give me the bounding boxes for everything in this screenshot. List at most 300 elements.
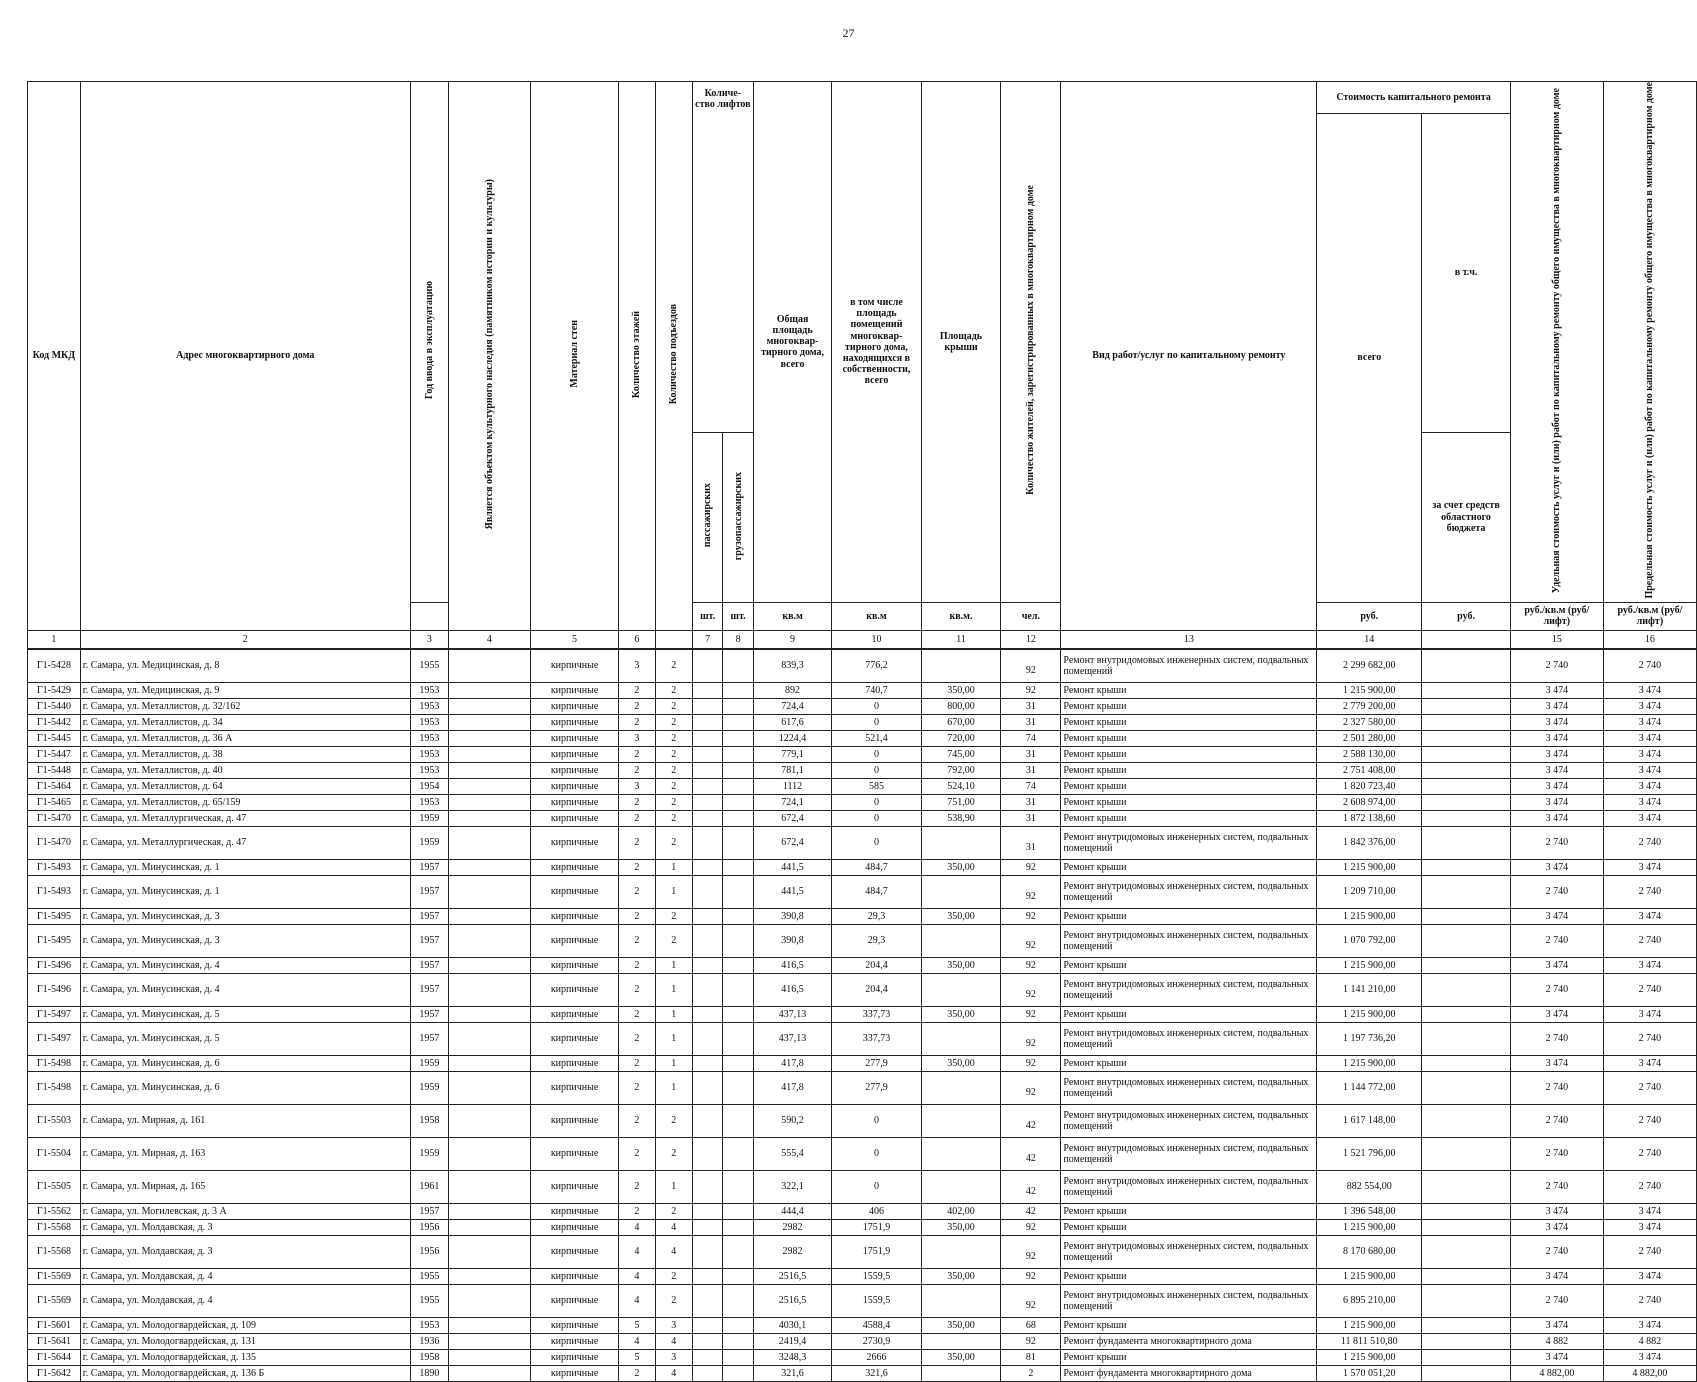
cell-unit-cost: 2 740 (1510, 1170, 1603, 1203)
header-floors: Количество этажей (631, 310, 643, 398)
cell-floors: 2 (619, 698, 655, 714)
cell-heritage (448, 875, 530, 908)
cell-floors: 2 (619, 794, 655, 810)
cell-work-type: Ремонт крыши (1061, 714, 1317, 730)
cell-roof-area: 402,00 (921, 1203, 1001, 1219)
cell-material: кирпичные (530, 649, 618, 682)
cell-work-type: Ремонт внутридомовых инженерных систем, подвальных помещений (1061, 649, 1317, 682)
cell-code: Г1-5448 (28, 762, 81, 778)
cell-cost-budget (1422, 1365, 1511, 1381)
cell-work-type: Ремонт внутридомовых инженерных систем, подвальных помещений (1061, 924, 1317, 957)
cell-roof-area: 670,00 (921, 714, 1001, 730)
cell-year: 1957 (410, 1203, 448, 1219)
cell-unit-cost: 3 474 (1510, 1317, 1603, 1333)
cell-residents: 74 (1001, 778, 1061, 794)
cell-lift-pass (692, 714, 722, 730)
cell-lift-cargo (723, 1104, 753, 1137)
cell-material: кирпичные (530, 1071, 618, 1104)
cell-entrances: 2 (655, 794, 692, 810)
cell-material: кирпичные (530, 1203, 618, 1219)
cell-entrances: 2 (655, 1137, 692, 1170)
cell-limit-cost: 2 740 (1603, 1071, 1696, 1104)
cell-entrances: 4 (655, 1235, 692, 1268)
cell-roof-area (921, 1284, 1001, 1317)
table-row (28, 698, 1697, 714)
cell-incl-area: 1559,5 (832, 1284, 921, 1317)
cell-incl-area: 29,3 (832, 924, 921, 957)
cell-roof-area: 350,00 (921, 682, 1001, 698)
cell-code: Г1-5504 (28, 1137, 81, 1170)
cell-total-area: 321,6 (753, 1365, 832, 1381)
cell-cost-budget (1422, 682, 1511, 698)
cell-lift-cargo (723, 1317, 753, 1333)
cell-unit-cost: 3 474 (1510, 1203, 1603, 1219)
cell-work-type: Ремонт фундамента многоквартирного дома (1061, 1365, 1317, 1381)
cell-lift-cargo (723, 730, 753, 746)
cell-work-type: Ремонт крыши (1061, 1268, 1317, 1284)
cell-limit-cost: 2 740 (1603, 924, 1696, 957)
cell-roof-area: 350,00 (921, 1268, 1001, 1284)
cell-roof-area: 538,90 (921, 810, 1001, 826)
cell-unit-cost: 3 474 (1510, 859, 1603, 875)
cell-heritage (448, 698, 530, 714)
cell-total-area: 417,8 (753, 1071, 832, 1104)
table-row (28, 778, 1697, 794)
cell-work-type: Ремонт крыши (1061, 859, 1317, 875)
header-heritage: Является объектом культурного наследия (памятником истории и культуры) (483, 179, 495, 530)
cell-limit-cost: 3 474 (1603, 1006, 1696, 1022)
cell-address: г. Самара, ул. Металлистов, д. 64 (80, 778, 410, 794)
cell-cost-budget (1422, 826, 1511, 859)
cell-year: 1955 (410, 1284, 448, 1317)
cell-cost-budget (1422, 859, 1511, 875)
cell-total-area: 2516,5 (753, 1284, 832, 1317)
cell-floors: 2 (619, 908, 655, 924)
cell-heritage (448, 794, 530, 810)
table-row (28, 682, 1697, 698)
cell-material: кирпичные (530, 924, 618, 957)
cell-work-type: Ремонт внутридомовых инженерных систем, подвальных помещений (1061, 1284, 1317, 1317)
cell-work-type: Ремонт крыши (1061, 762, 1317, 778)
cell-address: г. Самара, ул. Молдавская, д. 3 (80, 1219, 410, 1235)
cell-residents: 92 (1001, 682, 1061, 698)
cell-floors: 2 (619, 1104, 655, 1137)
cell-cost-budget (1422, 810, 1511, 826)
cell-code: Г1-5470 (28, 810, 81, 826)
cell-total-area: 590,2 (753, 1104, 832, 1137)
cell-floors: 4 (619, 1284, 655, 1317)
cell-material: кирпичные (530, 908, 618, 924)
cell-material: кирпичные (530, 1333, 618, 1349)
cell-cost-total: 1 215 900,00 (1317, 859, 1422, 875)
cell-address: г. Самара, ул. Минусинская, д. 4 (80, 957, 410, 973)
cell-limit-cost: 3 474 (1603, 730, 1696, 746)
cell-lift-cargo (723, 924, 753, 957)
cell-material: кирпичные (530, 794, 618, 810)
cell-roof-area: 350,00 (921, 1006, 1001, 1022)
cell-total-area: 2982 (753, 1235, 832, 1268)
cell-cost-budget (1422, 730, 1511, 746)
cell-roof-area (921, 1235, 1001, 1268)
cell-unit-cost: 2 740 (1510, 1022, 1603, 1055)
cell-address: г. Самара, ул. Минусинская, д. 5 (80, 1022, 410, 1055)
cell-floors: 4 (619, 1268, 655, 1284)
cell-code: Г1-5641 (28, 1333, 81, 1349)
cell-roof-area (921, 1137, 1001, 1170)
cell-residents: 92 (1001, 1071, 1061, 1104)
cell-unit-cost: 2 740 (1510, 973, 1603, 1006)
cell-address: г. Самара, ул. Металлистов, д. 34 (80, 714, 410, 730)
table-row (28, 1170, 1697, 1203)
cell-heritage (448, 1006, 530, 1022)
cell-address: г. Самара, ул. Молодогвардейская, д. 135 (80, 1349, 410, 1365)
cell-floors: 2 (619, 746, 655, 762)
cell-code: Г1-5429 (28, 682, 81, 698)
cell-roof-area: 350,00 (921, 1055, 1001, 1071)
cell-limit-cost: 2 740 (1603, 1170, 1696, 1203)
cell-total-area: 2419,4 (753, 1333, 832, 1349)
cell-year: 1957 (410, 973, 448, 1006)
cell-cost-budget (1422, 1170, 1511, 1203)
cell-residents: 31 (1001, 794, 1061, 810)
unit-pcs: шт. (723, 602, 753, 630)
cell-lift-pass (692, 1333, 722, 1349)
cell-cost-budget (1422, 649, 1511, 682)
header-lifts: Количе- ство лифтов (692, 82, 753, 433)
table-row (28, 1333, 1697, 1349)
cell-residents: 31 (1001, 810, 1061, 826)
cell-work-type: Ремонт крыши (1061, 778, 1317, 794)
table-row (28, 1284, 1697, 1317)
table-row (28, 1022, 1697, 1055)
cell-residents: 92 (1001, 649, 1061, 682)
cell-limit-cost: 3 474 (1603, 908, 1696, 924)
cell-entrances: 2 (655, 1268, 692, 1284)
cell-lift-cargo (723, 1022, 753, 1055)
cell-code: Г1-5644 (28, 1349, 81, 1365)
cell-heritage (448, 649, 530, 682)
cell-year: 1956 (410, 1235, 448, 1268)
table-row (28, 1235, 1697, 1268)
cell-entrances: 1 (655, 1022, 692, 1055)
table-row (28, 1268, 1697, 1284)
cell-lift-cargo (723, 826, 753, 859)
cell-residents: 42 (1001, 1170, 1061, 1203)
cell-cost-budget (1422, 1071, 1511, 1104)
cell-lift-pass (692, 762, 722, 778)
header-material: Материал стен (569, 320, 581, 389)
capital-repair-table (27, 81, 1697, 1382)
cell-code: Г1-5568 (28, 1219, 81, 1235)
cell-work-type: Ремонт внутридомовых инженерных систем, подвальных помещений (1061, 1071, 1317, 1104)
cell-incl-area: 321,6 (832, 1365, 921, 1381)
cell-unit-cost: 3 474 (1510, 957, 1603, 973)
cell-material: кирпичные (530, 1365, 618, 1381)
cell-cost-total: 1 872 138,60 (1317, 810, 1422, 826)
cell-cost-total: 882 554,00 (1317, 1170, 1422, 1203)
cell-total-area: 441,5 (753, 859, 832, 875)
cell-incl-area: 484,7 (832, 859, 921, 875)
cell-code: Г1-5495 (28, 924, 81, 957)
cell-lift-pass (692, 1268, 722, 1284)
cell-total-area: 444,4 (753, 1203, 832, 1219)
cell-limit-cost: 2 740 (1603, 1104, 1696, 1137)
cell-lift-cargo (723, 1170, 753, 1203)
page-number: 27 (842, 26, 855, 40)
cell-heritage (448, 826, 530, 859)
cell-code: Г1-5503 (28, 1104, 81, 1137)
cell-cost-budget (1422, 875, 1511, 908)
table-row (28, 810, 1697, 826)
cell-residents: 92 (1001, 1055, 1061, 1071)
table-row (28, 859, 1697, 875)
cell-limit-cost: 3 474 (1603, 1055, 1696, 1071)
cell-unit-cost: 3 474 (1510, 714, 1603, 730)
cell-address: г. Самара, ул. Минусинская, д. 1 (80, 875, 410, 908)
cell-material: кирпичные (530, 714, 618, 730)
cell-heritage (448, 1071, 530, 1104)
cell-address: г. Самара, ул. Мирная, д. 161 (80, 1104, 410, 1137)
cell-roof-area (921, 1365, 1001, 1381)
cell-unit-cost: 3 474 (1510, 810, 1603, 826)
cell-cost-total: 2 779 200,00 (1317, 698, 1422, 714)
cell-limit-cost: 3 474 (1603, 778, 1696, 794)
cell-lift-cargo (723, 1349, 753, 1365)
cell-heritage (448, 908, 530, 924)
cell-work-type: Ремонт крыши (1061, 1203, 1317, 1219)
cell-roof-area: 350,00 (921, 957, 1001, 973)
cell-lift-pass (692, 649, 722, 682)
header-address: Адрес многоквартирного дома (80, 82, 410, 631)
cell-entrances: 2 (655, 826, 692, 859)
cell-cost-total: 1 215 900,00 (1317, 682, 1422, 698)
cell-incl-area: 337,73 (832, 1022, 921, 1055)
cell-residents: 68 (1001, 1317, 1061, 1333)
cell-address: г. Самара, ул. Металлистов, д. 38 (80, 746, 410, 762)
cell-year: 1959 (410, 810, 448, 826)
cell-code: Г1-5493 (28, 859, 81, 875)
cell-code: Г1-5445 (28, 730, 81, 746)
cell-unit-cost: 3 474 (1510, 908, 1603, 924)
col-number: 14 (1317, 630, 1422, 649)
header-cost: Стоимость капитального ремонта (1317, 82, 1511, 114)
cell-limit-cost: 4 882 (1603, 1333, 1696, 1349)
cell-lift-cargo (723, 859, 753, 875)
table-row (28, 714, 1697, 730)
cell-code: Г1-5562 (28, 1203, 81, 1219)
cell-residents: 42 (1001, 1203, 1061, 1219)
cell-cost-budget (1422, 1203, 1511, 1219)
cell-floors: 2 (619, 714, 655, 730)
cell-work-type: Ремонт внутридомовых инженерных систем, подвальных помещений (1061, 1235, 1317, 1268)
cell-heritage (448, 1104, 530, 1137)
cell-unit-cost: 3 474 (1510, 698, 1603, 714)
cell-lift-cargo (723, 746, 753, 762)
cell-cost-total: 1 215 900,00 (1317, 1055, 1422, 1071)
cell-code: Г1-5498 (28, 1055, 81, 1071)
cell-lift-pass (692, 924, 722, 957)
cell-total-area: 1112 (753, 778, 832, 794)
cell-year: 1957 (410, 908, 448, 924)
cell-floors: 2 (619, 973, 655, 1006)
cell-cost-budget (1422, 1349, 1511, 1365)
cell-entrances: 1 (655, 973, 692, 1006)
cell-work-type: Ремонт крыши (1061, 1219, 1317, 1235)
cell-total-area: 417,8 (753, 1055, 832, 1071)
cell-incl-area: 0 (832, 1170, 921, 1203)
cell-heritage (448, 1055, 530, 1071)
cell-cost-total: 2 299 682,00 (1317, 649, 1422, 682)
cell-limit-cost: 2 740 (1603, 1284, 1696, 1317)
cell-year: 1957 (410, 859, 448, 875)
cell-lift-pass (692, 1349, 722, 1365)
cell-cost-total: 2 588 130,00 (1317, 746, 1422, 762)
cell-floors: 2 (619, 762, 655, 778)
cell-roof-area (921, 973, 1001, 1006)
cell-address: г. Самара, ул. Минусинская, д. 4 (80, 973, 410, 1006)
cell-total-area: 3248,3 (753, 1349, 832, 1365)
cell-incl-area: 0 (832, 794, 921, 810)
cell-floors: 2 (619, 957, 655, 973)
cell-limit-cost: 2 740 (1603, 1022, 1696, 1055)
table-row (28, 1071, 1697, 1104)
cell-year: 1956 (410, 1219, 448, 1235)
cell-work-type: Ремонт внутридомовых инженерных систем, подвальных помещений (1061, 1104, 1317, 1137)
cell-floors: 3 (619, 778, 655, 794)
cell-total-area: 416,5 (753, 957, 832, 973)
cell-residents: 31 (1001, 714, 1061, 730)
cell-roof-area: 751,00 (921, 794, 1001, 810)
cell-floors: 2 (619, 1071, 655, 1104)
cell-limit-cost: 3 474 (1603, 762, 1696, 778)
cell-cost-budget (1422, 908, 1511, 924)
cell-incl-area: 277,9 (832, 1055, 921, 1071)
unit-people: чел. (1001, 602, 1061, 630)
cell-material: кирпичные (530, 957, 618, 973)
cell-lift-pass (692, 1071, 722, 1104)
cell-material: кирпичные (530, 778, 618, 794)
cell-heritage (448, 762, 530, 778)
cell-roof-area: 350,00 (921, 1317, 1001, 1333)
table-row (28, 762, 1697, 778)
cell-unit-cost: 2 740 (1510, 1235, 1603, 1268)
cell-total-area: 724,1 (753, 794, 832, 810)
cell-floors: 2 (619, 859, 655, 875)
cell-heritage (448, 714, 530, 730)
col-number: 3 (410, 630, 448, 649)
unit-rub-sqm: руб./кв.м (руб/лифт) (1603, 602, 1696, 630)
cell-total-area: 322,1 (753, 1170, 832, 1203)
unit-area: кв.м. (921, 602, 1001, 630)
cell-floors: 4 (619, 1333, 655, 1349)
cell-roof-area (921, 924, 1001, 957)
cell-total-area: 617,6 (753, 714, 832, 730)
cell-incl-area: 2666 (832, 1349, 921, 1365)
cell-lift-pass (692, 1006, 722, 1022)
cell-total-area: 2516,5 (753, 1268, 832, 1284)
cell-year: 1953 (410, 746, 448, 762)
cell-roof-area (921, 649, 1001, 682)
cell-residents: 92 (1001, 875, 1061, 908)
cell-incl-area: 0 (832, 762, 921, 778)
cell-unit-cost: 2 740 (1510, 1104, 1603, 1137)
cell-residents: 31 (1001, 762, 1061, 778)
cell-work-type: Ремонт внутридомовых инженерных систем, подвальных помещений (1061, 1022, 1317, 1055)
cell-code: Г1-5568 (28, 1235, 81, 1268)
cell-limit-cost: 3 474 (1603, 794, 1696, 810)
cell-address: г. Самара, ул. Минусинская, д. 6 (80, 1055, 410, 1071)
cell-address: г. Самара, ул. Медицинская, д. 9 (80, 682, 410, 698)
cell-lift-cargo (723, 762, 753, 778)
cell-code: Г1-5497 (28, 1022, 81, 1055)
cell-work-type: Ремонт крыши (1061, 730, 1317, 746)
cell-cost-budget (1422, 1219, 1511, 1235)
cell-year: 1890 (410, 1365, 448, 1381)
header-roof: Площадь крыши (921, 82, 1001, 603)
cell-residents: 74 (1001, 730, 1061, 746)
cell-lift-cargo (723, 794, 753, 810)
cell-unit-cost: 3 474 (1510, 1349, 1603, 1365)
cell-entrances: 2 (655, 908, 692, 924)
table-row (28, 908, 1697, 924)
col-number (655, 630, 692, 649)
cell-material: кирпичные (530, 746, 618, 762)
cell-work-type: Ремонт крыши (1061, 1349, 1317, 1365)
unit-pcs: шт. (692, 602, 722, 630)
cell-year: 1959 (410, 826, 448, 859)
cell-total-area: 390,8 (753, 924, 832, 957)
cell-residents: 42 (1001, 1137, 1061, 1170)
cell-entrances: 3 (655, 1349, 692, 1365)
cell-incl-area: 204,4 (832, 957, 921, 973)
cell-roof-area (921, 1333, 1001, 1349)
table-header (28, 82, 1697, 650)
cell-incl-area: 1751,9 (832, 1219, 921, 1235)
cell-limit-cost: 3 474 (1603, 1203, 1696, 1219)
cell-roof-area (921, 1071, 1001, 1104)
cell-incl-area: 484,7 (832, 875, 921, 908)
cell-work-type: Ремонт крыши (1061, 746, 1317, 762)
cell-cost-budget (1422, 1235, 1511, 1268)
cell-lift-pass (692, 826, 722, 859)
cell-heritage (448, 859, 530, 875)
cell-total-area: 416,5 (753, 973, 832, 1006)
cell-entrances: 2 (655, 682, 692, 698)
cell-total-area: 1224,4 (753, 730, 832, 746)
table-row (28, 746, 1697, 762)
cell-year: 1953 (410, 730, 448, 746)
cell-year: 1953 (410, 714, 448, 730)
cell-lift-cargo (723, 1365, 753, 1381)
cell-lift-pass (692, 1104, 722, 1137)
cell-lift-pass (692, 698, 722, 714)
cell-unit-cost: 3 474 (1510, 1055, 1603, 1071)
cell-heritage (448, 973, 530, 1006)
col-number (1422, 630, 1511, 649)
cell-unit-cost: 2 740 (1510, 649, 1603, 682)
cell-cost-total: 11 811 510,80 (1317, 1333, 1422, 1349)
col-number: 13 (1061, 630, 1317, 649)
cell-roof-area: 720,00 (921, 730, 1001, 746)
cell-material: кирпичные (530, 1219, 618, 1235)
cell-heritage (448, 810, 530, 826)
cell-work-type: Ремонт внутридомовых инженерных систем, подвальных помещений (1061, 1137, 1317, 1170)
cell-floors: 2 (619, 1137, 655, 1170)
cell-entrances: 2 (655, 924, 692, 957)
cell-code: Г1-5447 (28, 746, 81, 762)
cell-address: г. Самара, ул. Минусинская, д. 3 (80, 908, 410, 924)
cell-incl-area: 29,3 (832, 908, 921, 924)
